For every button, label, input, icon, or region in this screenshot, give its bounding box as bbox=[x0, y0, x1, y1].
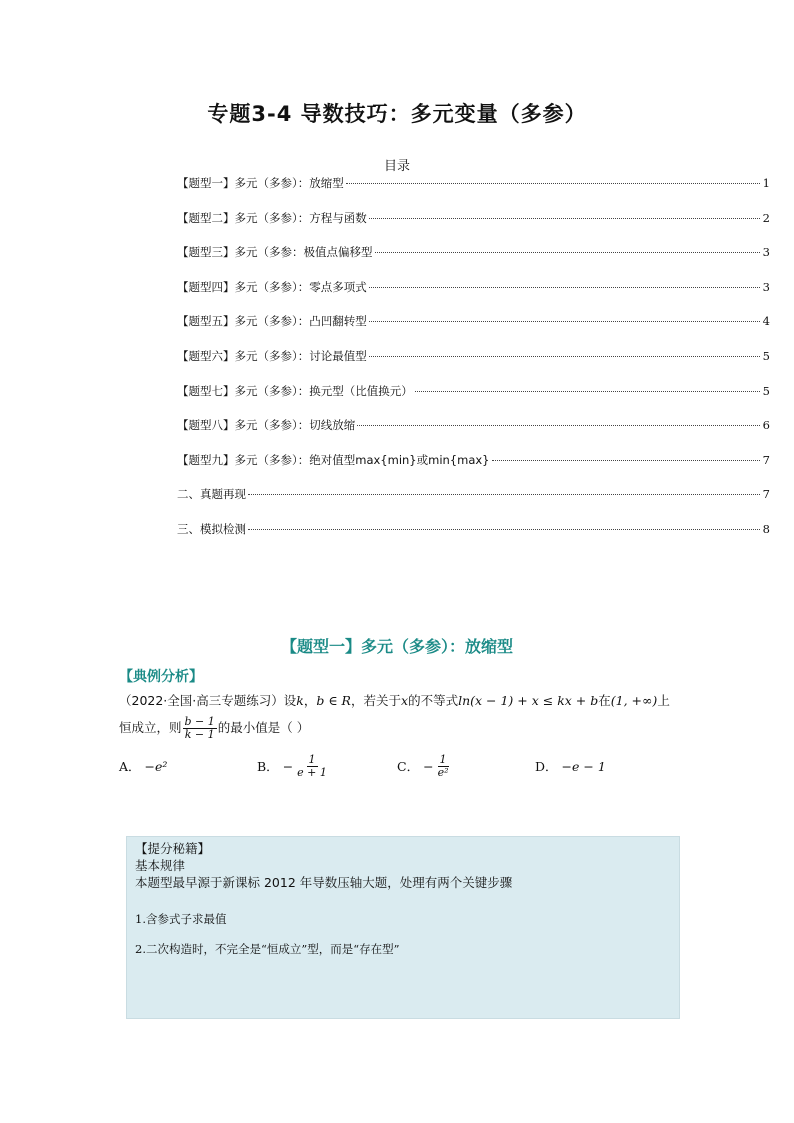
fraction-denominator: e + 1 bbox=[297, 765, 327, 779]
toc-item-label: 【题型六】多元（多参）：讨论最值型 bbox=[177, 348, 367, 363]
toc-page-number: 7 bbox=[762, 452, 770, 467]
fraction bbox=[295, 754, 329, 779]
toc-page-number: 5 bbox=[762, 383, 770, 398]
interval: (1, +∞) bbox=[610, 693, 658, 708]
fraction-numerator: 1 bbox=[308, 752, 316, 766]
toc-item-label: 【题型八】多元（多参）：切线放缩 bbox=[177, 418, 356, 433]
toc-leader bbox=[369, 321, 760, 322]
toc-page-number: 4 bbox=[762, 314, 770, 329]
problem-source: （2022·全国·高三专题练习）设 bbox=[119, 693, 297, 708]
fraction-numerator: b − 1 bbox=[184, 715, 215, 728]
fraction bbox=[436, 754, 451, 779]
toc-page-number: 8 bbox=[762, 521, 770, 536]
toc-item[interactable] bbox=[177, 175, 770, 210]
choice-content: −e − 1 bbox=[561, 758, 606, 774]
toc-item[interactable] bbox=[177, 452, 770, 487]
toc-page-number: 1 bbox=[762, 176, 770, 190]
choice-b[interactable] bbox=[257, 748, 330, 784]
toc-page-number: 3 bbox=[762, 279, 770, 294]
fraction bbox=[183, 716, 217, 741]
toc-item[interactable] bbox=[177, 279, 770, 314]
choice-key: C． bbox=[397, 759, 420, 774]
inequality: ln(x − 1) + x ≤ kx + b bbox=[458, 693, 599, 708]
toc-leader bbox=[248, 494, 760, 495]
toc-page-number: 7 bbox=[762, 487, 770, 502]
tips-description: 本题型最早源于新课标 2012 年导数压轴大题，处理有两个关键步骤 bbox=[135, 875, 513, 890]
toc-item-label: 【题型七】多元（多参）：换元型（比值换元） bbox=[177, 383, 413, 398]
var-x: x bbox=[401, 693, 409, 708]
choice-d[interactable] bbox=[535, 748, 606, 784]
toc-item-label: 二、真题再现 bbox=[177, 487, 246, 502]
toc-page-number: 3 bbox=[762, 245, 770, 260]
toc-item[interactable] bbox=[177, 313, 770, 348]
tips-header: 【提分秘籍】 bbox=[135, 841, 211, 856]
toc-leader bbox=[369, 356, 760, 357]
tips-subheading: 基本规律 bbox=[135, 858, 186, 873]
toc-item-label: 三、模拟检测 bbox=[177, 521, 246, 536]
toc-item[interactable] bbox=[177, 383, 770, 418]
toc-heading: 目录 bbox=[383, 159, 410, 174]
toc-page-number: 5 bbox=[762, 348, 770, 363]
b-in-r: b ∈ R bbox=[316, 693, 351, 708]
choice-content: −e² bbox=[144, 758, 168, 774]
toc-item[interactable] bbox=[177, 486, 770, 521]
document-title: 专题3-4 导数技巧：多元变量（多参） bbox=[207, 102, 587, 126]
example-analysis-tag: 【典例分析】 bbox=[119, 669, 203, 685]
tips-step: 1.含参式子求最值 bbox=[135, 912, 227, 926]
toc-leader bbox=[369, 218, 760, 219]
table-of-contents bbox=[177, 175, 770, 556]
choice-key: A． bbox=[119, 759, 141, 774]
tips-step: 2.二次构造时，不完全是“恒成立”型，而是“存在型” bbox=[135, 942, 400, 956]
section-heading: 【题型一】多元（多参）：放缩型 bbox=[280, 637, 513, 656]
choice-key: D． bbox=[535, 759, 558, 774]
problem-text: ，若关于 bbox=[350, 693, 401, 708]
toc-item-label: 【题型四】多元（多参）：零点多项式 bbox=[177, 279, 367, 294]
problem-text: 恒成立，则 bbox=[119, 720, 182, 735]
toc-item-label: 【题型二】多元（多参）：方程与函数 bbox=[177, 210, 367, 225]
toc-page-number: 6 bbox=[762, 418, 770, 433]
choice-key: B． bbox=[257, 759, 279, 774]
choice-a[interactable] bbox=[119, 748, 167, 784]
problem-statement bbox=[119, 690, 689, 741]
toc-item-label: 【题型五】多元（多参）：凸凹翻转型 bbox=[177, 314, 367, 329]
problem-text: 上 bbox=[657, 693, 670, 708]
answer-choices bbox=[119, 748, 679, 784]
toc-leader bbox=[248, 529, 760, 530]
toc-leader bbox=[369, 287, 760, 288]
toc-item-label: 【题型一】多元（多参）：放缩型 bbox=[177, 176, 344, 190]
problem-text: 在 bbox=[598, 693, 611, 708]
toc-leader bbox=[346, 183, 760, 184]
minus-sign: − bbox=[423, 758, 434, 774]
toc-item[interactable] bbox=[177, 210, 770, 245]
problem-line-1: （2022·全国·高三专题练习）设k，b ∈ R，若关于x的不等式ln(x − 1) + x ≤ kx + b在(1, +∞)上 bbox=[119, 693, 670, 708]
tips-box bbox=[126, 836, 680, 1019]
toc-item[interactable] bbox=[177, 348, 770, 383]
fraction-denominator: e² bbox=[437, 765, 449, 779]
fraction-numerator: 1 bbox=[439, 752, 447, 766]
problem-text: 的最小值是（ ） bbox=[217, 720, 310, 735]
problem-text: 的不等式 bbox=[408, 693, 459, 708]
toc-item-label: 【题型九】多元（多参）：绝对值型max{min}或min{max} bbox=[177, 452, 490, 467]
minus-sign: − bbox=[282, 758, 294, 774]
toc-leader bbox=[375, 252, 761, 253]
toc-item[interactable] bbox=[177, 244, 770, 279]
var-k: k bbox=[296, 693, 304, 708]
problem-line-2 bbox=[119, 716, 689, 741]
toc-page-number: 2 bbox=[762, 210, 770, 225]
toc-item[interactable] bbox=[177, 521, 770, 556]
toc-leader bbox=[357, 425, 760, 426]
toc-item-label: 【题型三】多元（多参：极值点偏移型 bbox=[177, 245, 373, 260]
fraction-denominator: k − 1 bbox=[184, 728, 215, 741]
toc-leader bbox=[415, 391, 760, 392]
toc-item[interactable] bbox=[177, 417, 770, 452]
toc-leader bbox=[492, 460, 761, 461]
choice-c[interactable] bbox=[397, 748, 451, 784]
